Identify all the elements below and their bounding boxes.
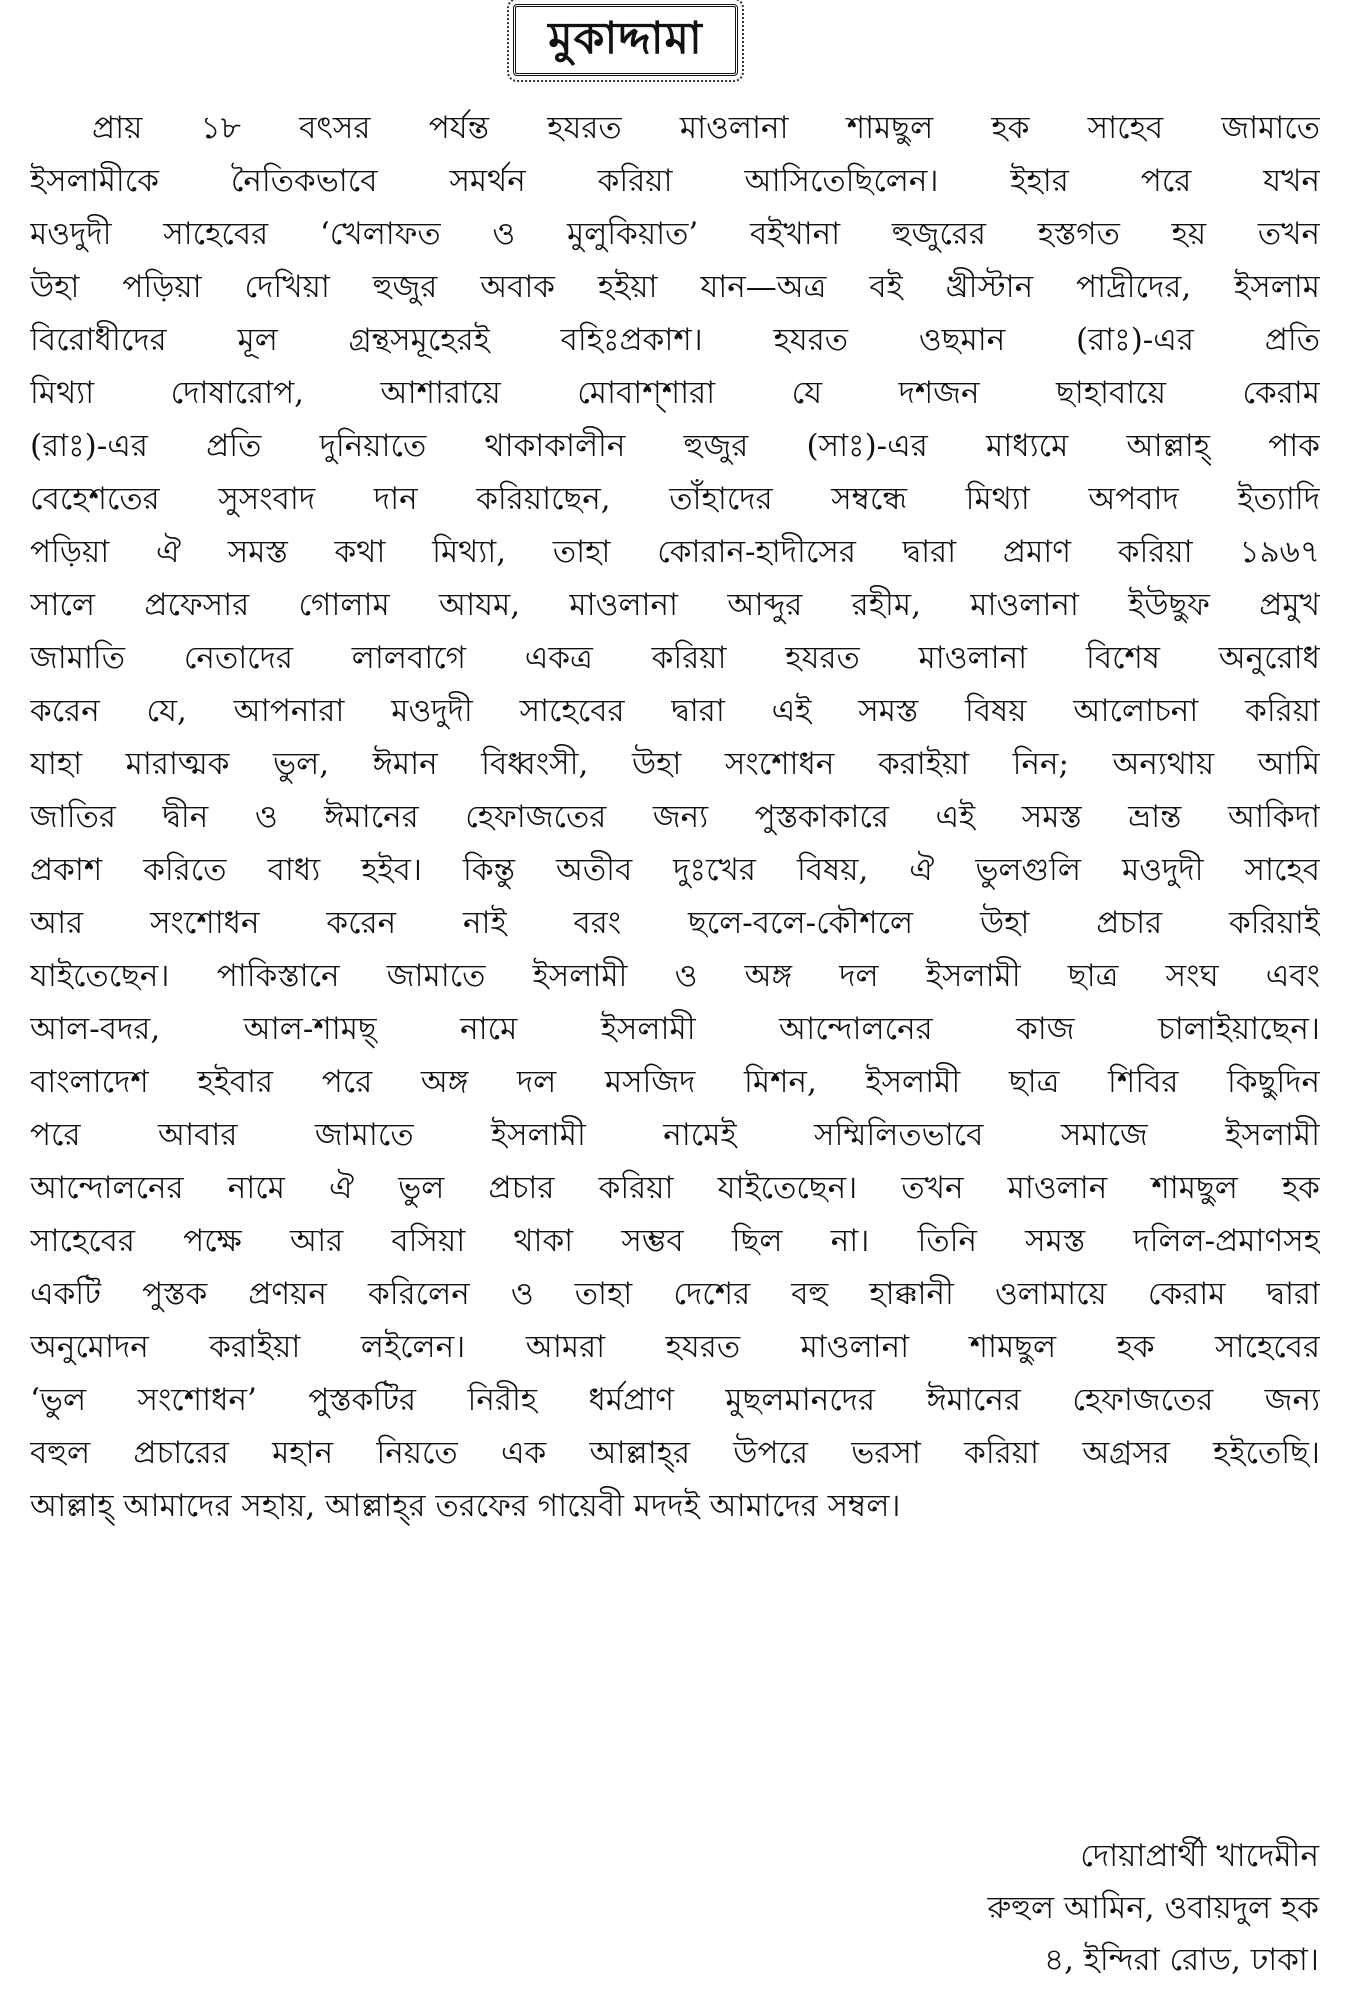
- text-line: ‘ভুল সংশোধন’ পুস্তকটির নিরীহ ধর্মপ্রাণ মুছলমানদের ঈমানের হেফাজতের জন্য: [30, 1382, 1320, 1418]
- text-line: আর সংশোধন করেন নাই বরং ছলে-বলে-কৌশলে উহা প্রচার করিয়াই: [30, 905, 1320, 941]
- text-line: আল্লাহ্ আমাদের সহায়, আল্লাহ্‌র তরফের গায়েবী মদদই আমাদের সম্বল।: [30, 1488, 901, 1524]
- text-line: পরে আবার জামাতে ইসলামী নামেই সম্মিলিতভাবে সমাজে ইসলামী: [30, 1117, 1320, 1153]
- text-line: উহা পড়িয়া দেখিয়া হুজুর অবাক হইয়া যান—অত্র বই খ্রীস্টান পাদ্রীদের, ইসলাম: [30, 269, 1320, 305]
- text-line: জাতির দ্বীন ও ঈমানের হেফাজতের জন্য পুস্তকাকারে এই সমস্ত ভ্রান্ত আকিদা: [30, 799, 1320, 835]
- signature-address: ৪, ইন্দিরা রোড, ঢাকা।: [1043, 1942, 1319, 1978]
- text-line: করেন যে, আপনারা মওদুদী সাহেবের দ্বারা এই সমস্ত বিষয় আলোচনা করিয়া: [30, 693, 1320, 729]
- text-line: অনুমোদন করাইয়া লইলেন। আমরা হযরত মাওলানা শামছুল হক সাহেবের: [30, 1329, 1320, 1365]
- text-line: পড়িয়া ঐ সমস্ত কথা মিথ্যা, তাহা কোরান-হাদীসের দ্বারা প্রমাণ করিয়া ১৯৬৭: [30, 534, 1320, 570]
- text-line: যাহা মারাত্মক ভুল, ঈমান বিধ্বংসী, উহা সংশোধন করাইয়া নিন; অন্যথায় আমি: [30, 746, 1320, 782]
- text-line: প্রায় ১৮ বৎসর পর্যন্ত হযরত মাওলানা শামছুল হক সাহেব জামাতে: [92, 110, 1320, 146]
- text-line: জামাতি নেতাদের লালবাগে একত্র করিয়া হযরত মাওলানা বিশেষ অনুরোধ: [30, 640, 1320, 676]
- text-line: একটি পুস্তক প্রণয়ন করিলেন ও তাহা দেশের বহু হাক্কানী ওলামায়ে কেরাম দ্বারা: [30, 1276, 1320, 1312]
- body-paragraph: [30, 102, 1320, 1533]
- page-title: মুকাদ্দামা: [548, 13, 703, 64]
- signature-names: রুহুল আমিন, ওবায়দুল হক: [987, 1890, 1319, 1926]
- text-line: সালে প্রফেসার গোলাম আযম, মাওলানা আব্দুর রহীম, মাওলানা ইউছুফ প্রমুখ: [30, 587, 1320, 623]
- text-line: বাংলাদেশ হইবার পরে অঙ্গ দল মসজিদ মিশন, ইসলামী ছাত্র শিবির কিছুদিন: [30, 1064, 1320, 1100]
- text-line: ইসলামীকে নৈতিকভাবে সমর্থন করিয়া আসিতেছিলেন। ইহার পরে যখন: [30, 163, 1320, 199]
- text-line: বেহেশতের সুসংবাদ দান করিয়াছেন, তাঁহাদের সম্বন্ধে মিথ্যা অপবাদ ইত্যাদি: [30, 481, 1320, 517]
- text-line: সাহেবের পক্ষে আর বসিয়া থাকা সম্ভব ছিল না। তিনি সমস্ত দলিল-প্রমাণসহ: [30, 1223, 1320, 1259]
- text-line: আন্দোলনের নামে ঐ ভুল প্রচার করিয়া যাইতেছেন। তখন মাওলান শামছুল হক: [30, 1170, 1320, 1206]
- text-line: (রাঃ)-এর প্রতি দুনিয়াতে থাকাকালীন হুজুর (সাঃ)-এর মাধ্যমে আল্লাহ্ পাক: [30, 428, 1320, 464]
- title-area: [0, 4, 1371, 76]
- text-line: প্রকাশ করিতে বাধ্য হইব। কিন্তু অতীব দুঃখের বিষয়, ঐ ভুলগুলি মওদুদী সাহেব: [30, 852, 1320, 888]
- title-ornamental-frame: [513, 4, 737, 76]
- text-line: বহুল প্রচারের মহান নিয়তে এক আল্লাহ্‌র উপরে ভরসা করিয়া অগ্রসর হইতেছি।: [30, 1435, 1320, 1471]
- signature-salutation: দোয়াপ্রার্থী খাদেমীন: [1080, 1838, 1319, 1874]
- text-line: আল-বদর, আল-শামছ্ নামে ইসলামী আন্দোলনের কাজ চালাইয়াছেন।: [30, 1011, 1320, 1047]
- text-line: যাইতেছেন। পাকিস্তানে জামাতে ইসলামী ও অঙ্গ দল ইসলামী ছাত্র সংঘ এবং: [30, 958, 1320, 994]
- text-line: মওদুদী সাহেবের ‘খেলাফত ও মুলুকিয়াত’ বইখানা হুজুরের হস্তগত হয় তখন: [30, 216, 1320, 252]
- signature-block: [759, 1830, 1319, 1986]
- text-line: বিরোধীদের মূল গ্রন্থসমূহেরই বহিঃপ্রকাশ। হযরত ওছমান (রাঃ)-এর প্রতি: [30, 322, 1320, 358]
- text-line: মিথ্যা দোষারোপ, আশারায়ে মোবাশ্শারা যে দশজন ছাহাবায়ে কেরাম: [30, 375, 1320, 411]
